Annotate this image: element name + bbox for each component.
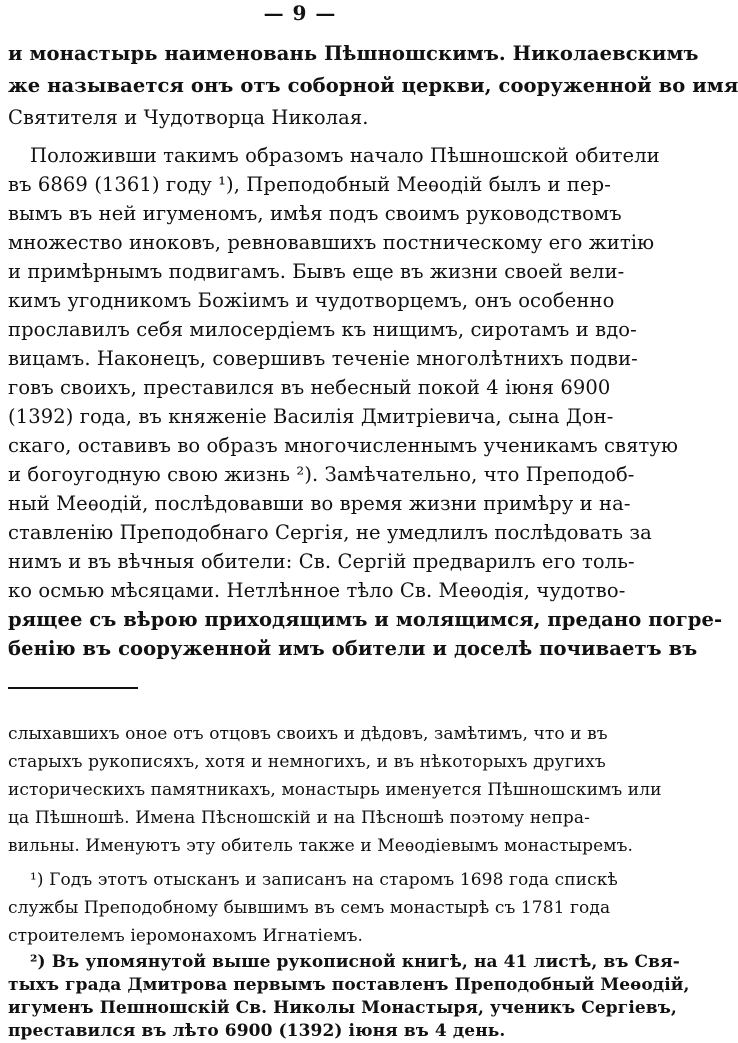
- main-text-line: Положивши такимъ образомъ начало Пѣшношской обители: [30, 144, 660, 167]
- footnote-line: старыхъ рукописяхъ, хотя и немногихъ, и въ нѣкоторыхъ другихъ: [8, 752, 606, 772]
- main-text-line: рящее съ вѣрою приходящимъ и молящимся, предано погре-: [8, 608, 723, 631]
- main-text-line: и примѣрнымъ подвигамъ. Бывъ еще въ жизни своей вели-: [8, 260, 625, 283]
- footnote-line: тыхъ града Дмитрова первымъ поставленъ Преподобный Меѳодій,: [8, 975, 690, 995]
- main-text-line: множество иноковъ, ревновавшихъ постническому его житію: [8, 231, 655, 254]
- top-line-1: и монастырь наименовань Пѣшношскимъ. Николаевскимъ: [8, 42, 699, 65]
- footnote-line: вильны. Именуютъ эту обитель также и Меѳодіевымъ монастыремъ.: [8, 836, 634, 856]
- footnote-line: игуменъ Пешношскій Св. Николы Монастыря, ученикъ Сергіевъ,: [8, 998, 677, 1018]
- main-text-line: ный Меѳодій, послѣдовавши во время жизни примѣру и на-: [8, 492, 631, 515]
- footnote-line: преставился въ лѣто 6900 (1392) іюня въ 4 день.: [8, 1021, 506, 1041]
- footnote-line: историческихъ памятникахъ, монастырь именуется Пѣшношскимъ или: [8, 780, 662, 800]
- main-text-line: говъ своихъ, преставился въ небесный покой 4 іюня 6900: [8, 376, 611, 399]
- footnote-line: слыхавшихъ оное отъ отцовъ своихъ и дѣдовъ, замѣтимъ, что и въ: [8, 724, 608, 744]
- page-number: — 9 —: [263, 1, 337, 25]
- main-text-line: вицамъ. Наконецъ, совершивъ теченіе многолѣтнихъ подви-: [8, 347, 638, 370]
- main-text-line: нимъ и въ вѣчныя обители: Св. Сергій предварилъ его толь-: [8, 550, 635, 573]
- footnote-line: ¹) Годъ этотъ отысканъ и записанъ на старомъ 1698 года спискѣ: [30, 870, 618, 890]
- footnote-line: службы Преподобному бывшимъ въ семъ монастырѣ съ 1781 года: [8, 898, 611, 918]
- main-text-line: вымъ въ ней игуменомъ, имѣя подъ своимъ руководствомъ: [8, 202, 622, 225]
- footnote-divider: [8, 687, 138, 689]
- main-text-line: прославилъ себя милосердіемъ къ нищимъ, сиротамъ и вдо-: [8, 318, 637, 341]
- main-text-line: ко осмью мѣсяцами. Нетлѣнное тѣло Св. Меѳодія, чудотво-: [8, 579, 626, 602]
- main-text-line: (1392) года, въ княженіе Василія Дмитріевича, сына Дон-: [8, 405, 614, 428]
- main-text-line: ставленію Преподобнаго Сергія, не умедлилъ послѣдовать за: [8, 521, 652, 544]
- main-text-line: скаго, оставивъ во образъ многочисленнымъ ученикамъ святую: [8, 434, 679, 457]
- footnote-line: ²) Въ упомянутой выше рукописной книгѣ, на 41 листѣ, въ Свя-: [30, 952, 680, 972]
- main-text-line: бенію въ сооруженной имъ обители и доселѣ почиваетъ въ: [8, 637, 698, 660]
- main-text-line: и богоугодную свою жизнь ²). Замѣчательно, что Преподоб-: [8, 463, 635, 486]
- footnote-line: ца Пѣшношѣ. Имена Пѣсношскій и на Пѣсношѣ поэтому непра-: [8, 808, 590, 828]
- top-line-3: Святителя и Чудотворца Николая.: [8, 106, 369, 129]
- top-line-2: же называется онъ отъ соборной церкви, сооруженной во имя: [8, 74, 738, 97]
- footnote-line: строителемъ іеромонахомъ Игнатіемъ.: [8, 926, 363, 946]
- main-text-line: кимъ угодникомъ Божіимъ и чудотворцемъ, онъ особенно: [8, 289, 615, 312]
- main-text-line: въ 6869 (1361) году ¹), Преподобный Меѳодій былъ и пер-: [8, 173, 611, 196]
